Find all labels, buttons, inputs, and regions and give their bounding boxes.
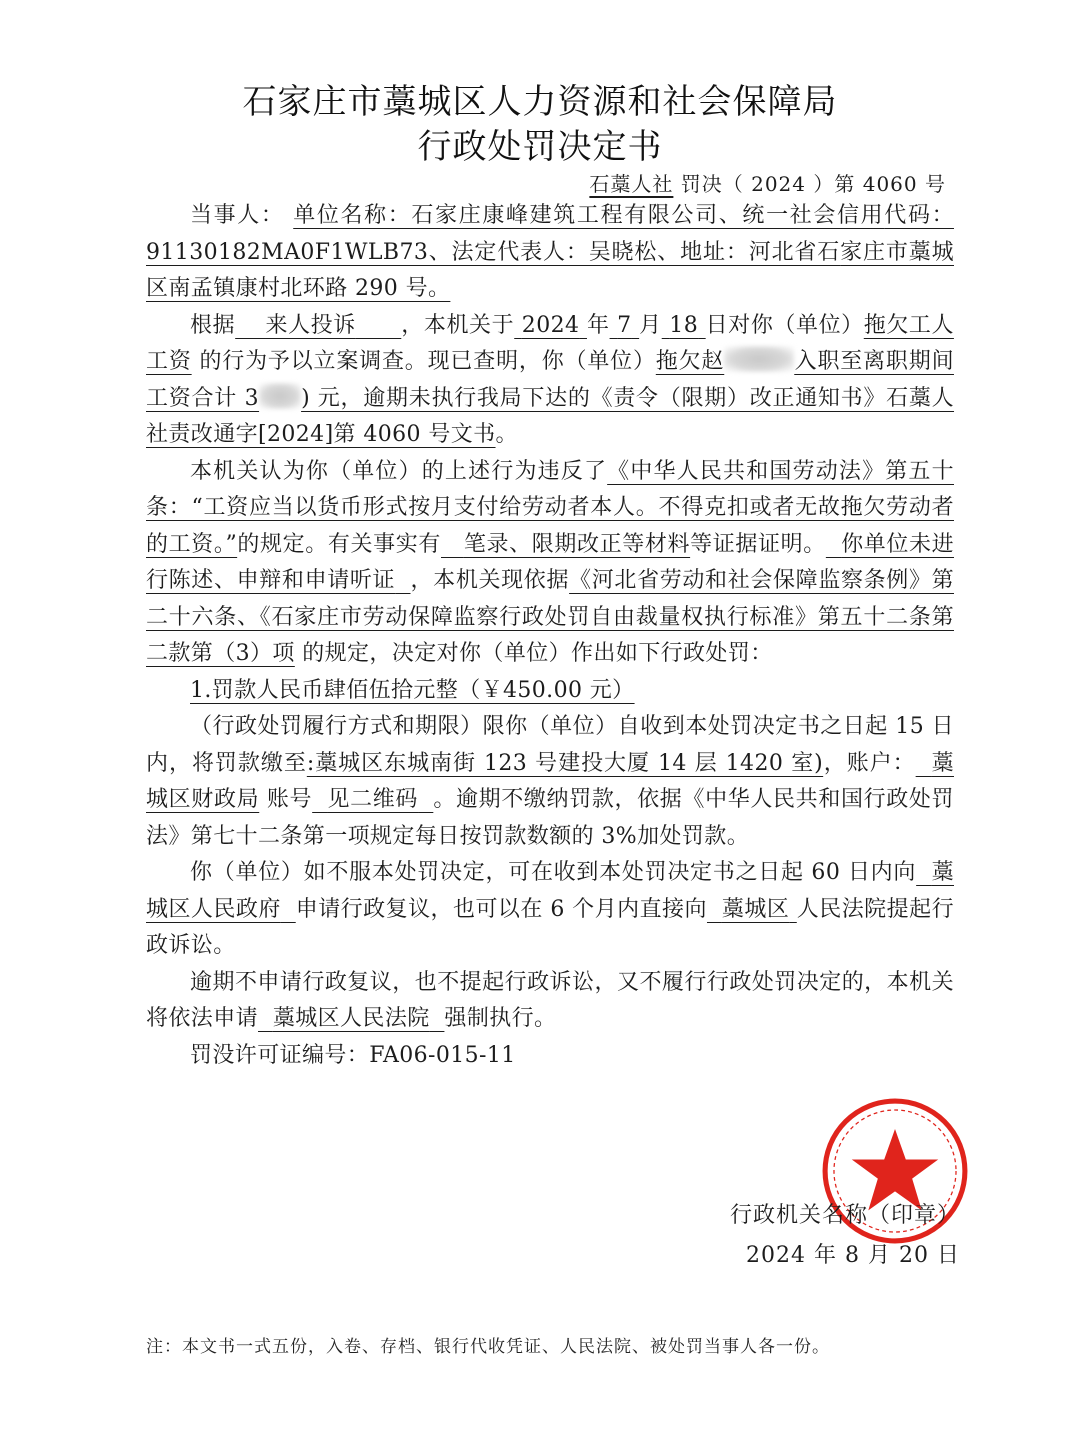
party-paragraph <box>146 198 954 308</box>
violation-text: ，本机关现依据 <box>410 568 570 593</box>
complaint-source <box>235 313 401 338</box>
complaint-source-text: 来人投诉 <box>265 312 356 338</box>
appeal-court-text: 藁城区 <box>721 896 790 922</box>
evidence <box>441 532 690 557</box>
party-details-2: 代码：91130182MA0F1WLB73、法定代表人：吴晓松、地址：河北省石 <box>146 203 954 265</box>
payment-account-text: 藁城区财政局 <box>146 750 954 812</box>
violation-text: 等证据证明。 <box>690 531 826 557</box>
payment-account-number-text: 见二维码 <box>327 787 419 812</box>
violation-paragraph <box>146 454 954 673</box>
violation-text: 的规定，决定对你（单位）作出如下行政处罚： <box>302 641 773 666</box>
filing-day <box>662 313 706 338</box>
facts-text: 。 <box>495 422 518 447</box>
enforcement-text: 逾期不申请行政复议，也不提起行政诉讼，又不履行行政处罚决定的，本机关将依法申请 <box>146 969 954 1031</box>
license-label: 罚没许可证编号： <box>190 1042 370 1068</box>
penalty-item <box>146 673 954 710</box>
facts-text: 月 <box>639 312 662 338</box>
review-body-text: 藁城区人民政府 <box>146 860 954 922</box>
finding-c: ) 元，逾期未执行我局下达的《责令（限期）改正通知书》石藁人社责改通字[2024]第 4060 号文书 <box>146 385 955 447</box>
redaction-blur <box>259 383 301 409</box>
agency-title: 石家庄市藁城区人力资源和社会保障局 <box>242 82 838 122</box>
party-label: 当事人： <box>190 203 285 228</box>
violated-law: 《中华人民共和国劳动法》第五十条：“工资应当以货币形式按月支付给劳动者本人。不得克扣或者无故拖欠劳动者的工资。” <box>146 458 954 557</box>
finding-b: 入职至离职期间工资合计 3 <box>146 349 954 411</box>
payment-text: 账号 <box>266 787 313 812</box>
appeal-paragraph <box>146 855 954 965</box>
facts-text: 根据 <box>190 312 236 338</box>
finding-a: 拖欠赵 <box>655 349 725 374</box>
signature-block <box>560 1196 960 1276</box>
party-details-3: 家庄市藁城区南孟镇康村北环路 290 号。 <box>146 239 954 301</box>
evidence-text: 笔录、限期改正等材料 <box>463 531 691 557</box>
filing-month <box>610 313 640 338</box>
payment-text: （行政处罚履行方式和期限）限你（单位）自收到本处罚决定书之日起 15 日内，将罚款缴至 <box>146 714 954 776</box>
filing-year <box>514 313 587 338</box>
document-type-title: 行政处罚决定书 <box>417 127 663 167</box>
enforcement-court-text: 藁城区人民法院 <box>272 1006 430 1031</box>
payment-text: 。逾期不缴纳罚款，依据《中华人民共和国行政处罚法》第七十二条第一项规定每日按罚款数额的 3%加处罚款。 <box>146 787 954 849</box>
payment-address: :藁城区东城南街 123 号建投大厦 14 层 1420 室) <box>306 750 824 776</box>
filing-day-text: 18 <box>669 312 699 338</box>
signature-date: 2024 年 8 月 20 日 <box>746 1243 960 1268</box>
document-number <box>589 168 946 197</box>
payment-text: ，账户： <box>823 750 916 776</box>
appeal-text: 申请行政复议，也可以在 6 个月内直接向 <box>295 896 707 922</box>
violation-text: 的规定。有关事实有 <box>237 531 441 557</box>
facts-text: 日对你（单位） <box>705 312 864 338</box>
penalty-item-1: 1.罚款人民币肆佰伍拾元整（￥450.00 元） <box>190 677 635 703</box>
doc-number-value: 4060 <box>862 172 918 196</box>
filing-year-text: 2024 <box>521 312 580 338</box>
legal-basis: 《河北省劳动和社会保障监察条例》第二十六条、《石家庄市劳动保障监察行政处罚自由裁量权执行标准》第五十二条第二款第（3）项 <box>146 568 954 666</box>
appeal-text: 你（单位）如不服本处罚决定，可在收到本处罚决定书之日起 60 日内向 <box>190 860 917 885</box>
facts-text: 年 <box>586 312 610 338</box>
license-paragraph <box>146 1038 954 1075</box>
doc-number-prefix: 石藁人社 <box>589 172 674 196</box>
statement-status-text: 你单位未进行陈述、申辩和申请听证 <box>146 531 954 593</box>
doc-number-suffix: 号 <box>925 172 946 196</box>
facts-paragraph <box>146 308 954 454</box>
facts-text: 的行为予以立案调查。现已查明，你（单位） <box>199 349 656 374</box>
enforcement-paragraph <box>146 965 954 1038</box>
appeal-court <box>707 897 797 922</box>
violation-text: 本机关认为你（单位）的上述行为违反了 <box>190 458 608 484</box>
facts-text: ，本机关于 <box>401 312 515 338</box>
case-description: 拖欠工人工资 <box>146 312 954 374</box>
license-number: FA06-015-11 <box>369 1042 516 1068</box>
signature-label: 行政机关名称（印章） <box>729 1203 960 1228</box>
doc-number-middle: 罚决（ 2024 ）第 <box>680 172 856 196</box>
enforcement-court <box>258 1006 444 1031</box>
enforcement-text: 强制执行。 <box>444 1006 557 1031</box>
footnote: 注：本文书一式五份，入卷、存档、银行代收凭证、人民法院、被处罚当事人各一份。 <box>146 1337 830 1357</box>
payment-paragraph <box>146 709 954 855</box>
payment-account-number <box>312 787 433 812</box>
appeal-text: 人民法院提起行政诉讼。 <box>146 896 954 958</box>
document-body <box>146 198 954 1074</box>
party-details-1: 单位名称：石家庄康峰建筑工程有限公司、统一社会信用 <box>293 203 885 228</box>
filing-month-text: 7 <box>617 312 632 338</box>
redaction-blur <box>724 346 794 372</box>
